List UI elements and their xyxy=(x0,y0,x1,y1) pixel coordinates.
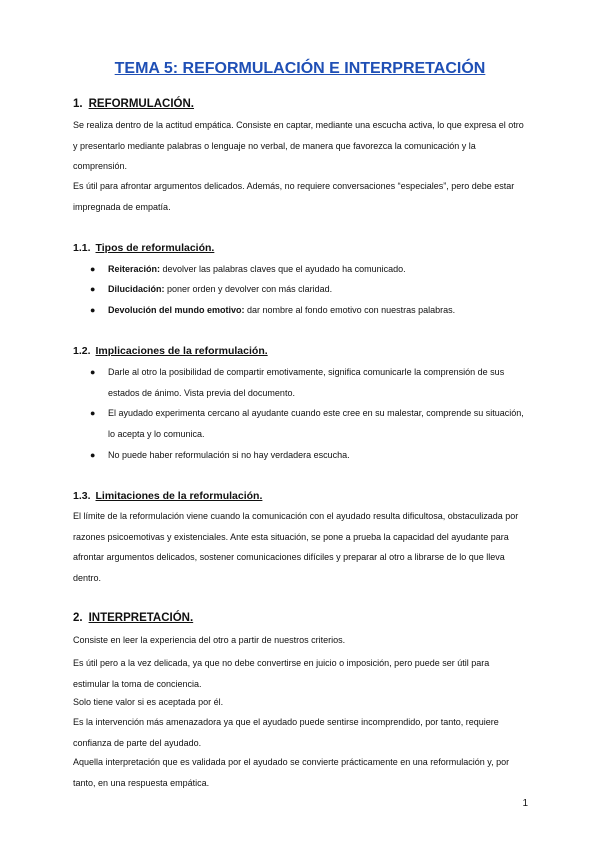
bullet-item xyxy=(90,300,530,321)
bullet-item xyxy=(90,362,530,404)
section-title: REFORMULACIÓN. xyxy=(88,98,195,110)
bullet-item xyxy=(90,403,530,445)
bullet-icon: ● xyxy=(90,408,96,418)
bullet-item xyxy=(90,445,530,466)
bullet-text: dar nombre al fondo emotivo con nuestras palabras. xyxy=(244,305,456,315)
section-1-paragraph-2: Es útil para afrontar argumentos delicados. Además, no requiere conversaciones “especiales”, pero debe estar impregnada de empatía. xyxy=(73,181,515,212)
section-title: Implicaciones de la reformulación. xyxy=(95,345,268,357)
bullet-text: El ayudado experimenta cercano al ayudante cuando este cree en su malestar, comprende su situación, lo acepta y lo comunica. xyxy=(108,408,524,439)
bullet-term: Reiteración: xyxy=(108,264,161,274)
section-number: 1. xyxy=(73,98,83,110)
section-1-1-heading xyxy=(73,242,214,254)
bullet-icon: ● xyxy=(90,367,96,377)
section-1-3-paragraph: El límite de la reformulación viene cuando la comunicación con el ayudado resulta dificultosa, obstaculizada por razones psicoemotivas y existenciales. Ante esta situación, se pone a prueba la capacidad del ayudante para afrontar argumentos delicados, sostener comunicaciones difíciles y preparar al otro a librarse de lo que lleva dentro. xyxy=(73,511,519,583)
bullet-icon: ● xyxy=(90,264,96,274)
section-title: INTERPRETACIÓN. xyxy=(88,612,194,624)
section-1-2-heading xyxy=(73,345,268,357)
section-number: 1.2. xyxy=(73,345,91,357)
bullet-text: No puede haber reformulación si no hay verdadera escucha. xyxy=(108,450,350,460)
section-2-paragraph-4: Es la intervención más amenazadora ya que el ayudado puede sentirse incomprendido, por tanto, requiere confianza de parte del ayudado. xyxy=(73,717,499,748)
bullet-text: Darle al otro la posibilidad de compartir emotivamente, significa comunicarle la comprensión de sus estados de ánimo. Vista previa del documento. xyxy=(108,367,505,398)
section-1-paragraph-1: Se realiza dentro de la actitud empática. Consiste en captar, mediante una escucha activa, lo que expresa el otro y presentarlo mediante palabras o lenguaje no verbal, de manera que favorezca la comunicación y la comprensión. xyxy=(73,120,524,171)
section-title: Limitaciones de la reformulación. xyxy=(95,490,263,502)
bullet-icon: ● xyxy=(90,450,96,460)
page-number: 1 xyxy=(522,798,528,809)
bullet-term: Devolución del mundo emotivo: xyxy=(108,305,245,315)
section-2-paragraph-3: Solo tiene valor si es aceptada por él. xyxy=(73,697,224,707)
section-number: 1.1. xyxy=(73,242,91,254)
section-1-3-heading xyxy=(73,490,262,502)
section-number: 1.3. xyxy=(73,490,91,502)
bullet-item xyxy=(90,279,530,300)
section-1-heading xyxy=(73,98,194,110)
section-2-paragraph-1: Consiste en leer la experiencia del otro a partir de nuestros criterios. xyxy=(73,635,346,645)
bullet-text: devolver las palabras claves que el ayudado ha comunicado. xyxy=(160,264,406,274)
bullet-item xyxy=(90,259,530,280)
section-title: Tipos de reformulación. xyxy=(95,242,215,254)
section-2-heading xyxy=(73,612,193,624)
section-number: 2. xyxy=(73,612,83,624)
bullet-text: poner orden y devolver con más claridad. xyxy=(164,284,333,294)
bullet-icon: ● xyxy=(90,305,96,315)
section-2-paragraph-2: Es útil pero a la vez delicada, ya que no debe convertirse en juicio o imposición, pero puede ser útil para estimular la toma de conciencia. xyxy=(73,658,490,689)
section-2-paragraph-5: Aquella interpretación que es validada por el ayudado se convierte prácticamente en una reformulación y, por tanto, en una respuesta empática. xyxy=(73,757,510,788)
bullet-icon: ● xyxy=(90,284,96,294)
document-title: TEMA 5: REFORMULACIÓN E INTERPRETACIÓN xyxy=(114,60,486,77)
bullet-term: Dilucidación: xyxy=(108,284,165,294)
